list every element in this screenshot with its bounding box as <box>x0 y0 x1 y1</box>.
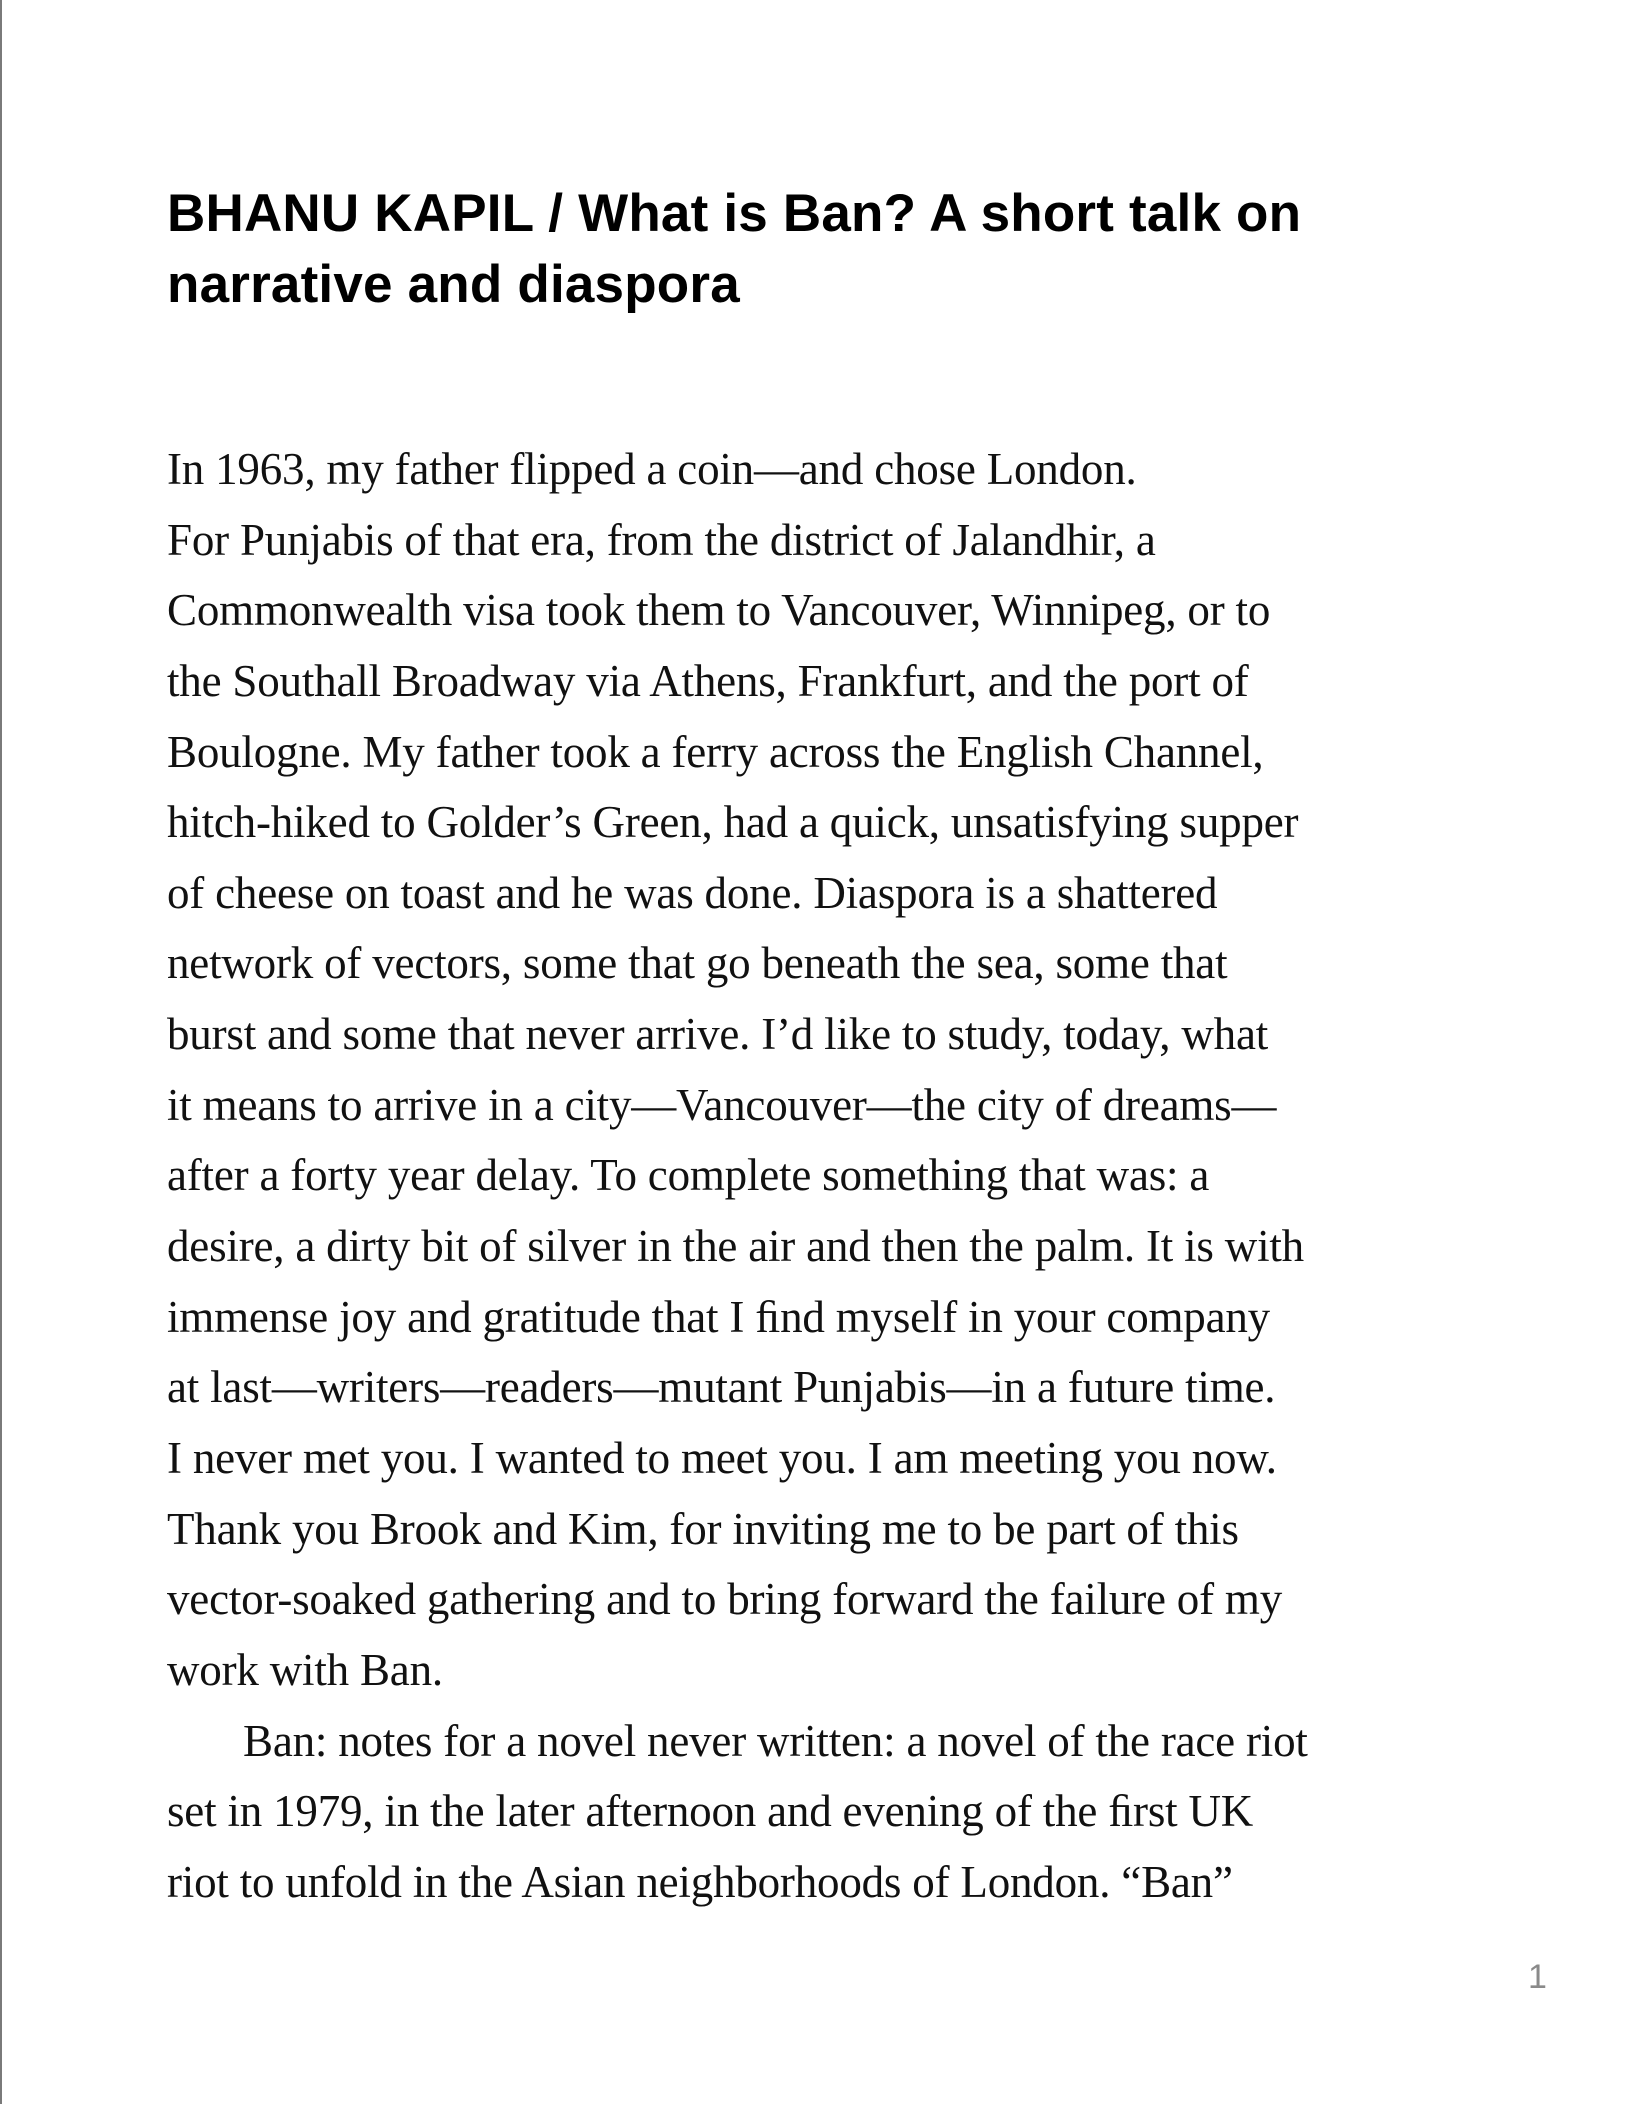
body-line: hitch-hiked to Golder’s Green, had a quick, unsatisfying supper <box>167 797 1299 848</box>
body-line: riot to unfold in the Asian neighborhoods of London. “Ban” <box>167 1856 1233 1907</box>
body-line: at last—writers—readers—mutant Punjabis—in a future time. <box>167 1362 1276 1413</box>
body-line: In 1963, my father flipped a coin—and chose London. <box>167 444 1137 494</box>
body-line: the Southall Broadway via Athens, Frankfurt, and the port of <box>167 655 1249 706</box>
body-line: immense joy and gratitude that I ﬁnd myself in your company <box>167 1291 1270 1342</box>
body-line: work with Ban. <box>167 1644 443 1695</box>
body-line: of cheese on toast and he was done. Diaspora is a shattered <box>167 867 1218 918</box>
body-line: desire, a dirty bit of silver in the air and then the palm. It is with <box>167 1221 1304 1272</box>
title-line: narrative and diaspora <box>167 255 740 314</box>
body-line: burst and some that never arrive. I’d like to study, today, what <box>167 1009 1269 1060</box>
title-line: BHANU KAPIL / What is Ban? A short talk on <box>167 184 1302 243</box>
body-line: set in 1979, in the later afternoon and evening of the ﬁrst UK <box>167 1786 1254 1837</box>
body-line: network of vectors, some that go beneath the sea, some that <box>167 938 1228 989</box>
body-line: Thank you Brook and Kim, for inviting me to be part of this <box>167 1503 1239 1554</box>
body-text <box>167 434 1308 1917</box>
body-line: Commonwealth visa took them to Vancouver, Winnipeg, or to <box>167 585 1271 636</box>
body-line-paragraph-start: Ban: notes for a novel never written: a novel of the race riot <box>243 1715 1308 1766</box>
page-number: 1 <box>1528 1958 1547 1996</box>
body-line: it means to arrive in a city—Vancouver—the city of dreams— <box>167 1079 1277 1130</box>
body-line: Boulogne. My father took a ferry across the English Channel, <box>167 726 1264 777</box>
body-line: after a forty year delay. To complete something that was: a <box>167 1150 1210 1201</box>
page-title <box>167 178 1301 320</box>
body-line: For Punjabis of that era, from the district of Jalandhir, a <box>167 514 1156 565</box>
body-line: vector-soaked gathering and to bring forward the failure of my <box>167 1574 1283 1625</box>
page-border <box>0 0 2 2104</box>
body-line: I never met you. I wanted to meet you. I am meeting you now. <box>167 1432 1277 1483</box>
